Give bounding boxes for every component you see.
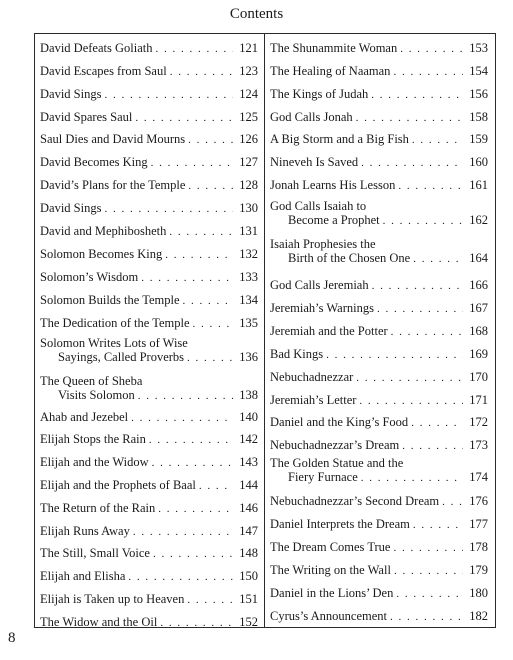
leader-dots — [135, 111, 233, 125]
entry-title: David Sings — [40, 87, 102, 101]
toc-entry — [270, 540, 488, 555]
entry-title: The Kings of Judah — [270, 87, 369, 101]
toc-entry — [270, 438, 488, 453]
leader-dots — [188, 133, 233, 147]
entry-title: David Becomes King — [40, 155, 148, 169]
entry-page-number: 169 — [469, 347, 488, 361]
leader-dots — [152, 456, 233, 470]
entry-title: The Shunammite Woman — [270, 41, 398, 55]
leader-dots — [400, 42, 463, 56]
entry-title: The Return of the Rain — [40, 501, 156, 515]
entry-title-continued: Sayings, Called Proverbs — [58, 350, 185, 364]
entry-page-number: 148 — [239, 546, 258, 560]
toc-entry — [270, 456, 488, 485]
leader-dots — [390, 610, 463, 624]
entry-page-number: 123 — [239, 64, 258, 78]
entry-page-number: 177 — [469, 517, 488, 531]
leader-dots — [393, 541, 463, 555]
entry-title-continued: Visits Solomon — [58, 388, 135, 402]
entry-page-number: 126 — [239, 132, 258, 146]
toc-entry — [270, 199, 488, 228]
entry-title: Bad Kings — [270, 347, 324, 361]
toc-entry — [270, 609, 488, 624]
leader-dots — [199, 479, 233, 493]
toc-entry — [270, 415, 488, 430]
entry-page-number: 174 — [469, 470, 488, 484]
entry-title: Solomon’s Wisdom — [40, 270, 139, 284]
leader-dots — [372, 279, 463, 293]
leader-dots — [383, 214, 463, 228]
entry-page-number: 179 — [469, 563, 488, 577]
entry-page-number: 132 — [239, 247, 258, 261]
toc-entry — [270, 155, 488, 170]
toc-entry — [40, 592, 258, 607]
entry-title: Jeremiah and the Potter — [270, 324, 388, 338]
entry-page-number: 151 — [239, 592, 258, 606]
leader-dots — [412, 133, 463, 147]
entry-title: Nebuchadnezzar’s Second Dream — [270, 494, 440, 508]
toc-entry — [40, 201, 258, 216]
entry-title: The Widow and the Oil — [40, 615, 158, 629]
toc-entry — [270, 132, 488, 147]
toc-entry — [40, 524, 258, 539]
entry-title-continued: Birth of the Chosen One — [288, 251, 411, 265]
entry-page-number: 162 — [469, 213, 488, 227]
entry-title: David Escapes from Saul — [40, 64, 167, 78]
toc-entry — [40, 132, 258, 147]
entry-page-number: 142 — [239, 432, 258, 446]
toc-entry — [40, 569, 258, 584]
leader-dots — [411, 416, 463, 430]
entry-title: Elijah and the Prophets of Baal — [40, 478, 196, 492]
entry-page-number: 159 — [469, 132, 488, 146]
toc-entry — [40, 41, 258, 56]
entry-title: Elijah and the Widow — [40, 455, 149, 469]
toc-entry — [40, 316, 258, 331]
entry-page-number: 146 — [239, 501, 258, 515]
toc-entry — [270, 301, 488, 316]
leader-dots — [361, 471, 463, 485]
entry-page-number: 138 — [239, 388, 258, 402]
toc-entry — [40, 336, 258, 365]
entry-page-number: 130 — [239, 201, 258, 215]
toc-entry — [270, 370, 488, 385]
toc-entry — [40, 478, 258, 493]
toc-entry — [40, 155, 258, 170]
leader-dots — [153, 547, 233, 561]
leader-dots — [193, 317, 233, 331]
entry-title: Isaiah Prophesies the — [270, 237, 376, 251]
toc-entry — [40, 247, 258, 262]
entry-title: The Writing on the Wall — [270, 563, 391, 577]
entry-title: The Dream Comes True — [270, 540, 391, 554]
toc-entry — [40, 270, 258, 285]
leader-dots — [356, 371, 463, 385]
entry-title: Elijah is Taken up to Heaven — [40, 592, 185, 606]
entry-page-number: 134 — [239, 293, 258, 307]
leader-dots — [396, 587, 463, 601]
leader-dots — [160, 616, 233, 630]
toc-entry — [270, 586, 488, 601]
entry-page-number: 160 — [469, 155, 488, 169]
leader-dots — [377, 302, 463, 316]
entry-title: The Golden Statue and the — [270, 456, 404, 470]
toc-entry — [40, 110, 258, 125]
leader-dots — [188, 179, 233, 193]
toc-entry — [270, 237, 488, 266]
entry-page-number: 135 — [239, 316, 258, 330]
leader-dots — [187, 351, 233, 365]
entry-page-number: 140 — [239, 410, 258, 424]
toc-entry — [40, 410, 258, 425]
leader-dots — [402, 439, 463, 453]
toc-entry — [40, 374, 258, 403]
entry-title: Elijah Runs Away — [40, 524, 130, 538]
entry-title: Nebuchadnezzar — [270, 370, 354, 384]
entry-page-number: 156 — [469, 87, 488, 101]
toc-entry — [270, 517, 488, 532]
entry-title: Elijah and Elisha — [40, 569, 126, 583]
entry-page-number: 128 — [239, 178, 258, 192]
toc-entry — [40, 455, 258, 470]
toc-entry — [270, 87, 488, 102]
entry-page-number: 136 — [239, 350, 258, 364]
leader-dots — [359, 394, 463, 408]
leader-dots — [442, 495, 463, 509]
toc-entry — [270, 347, 488, 362]
entry-title: Saul Dies and David Mourns — [40, 132, 186, 146]
entry-title: Elijah Stops the Rain — [40, 432, 146, 446]
leader-dots — [187, 593, 233, 607]
entry-page-number: 161 — [469, 178, 488, 192]
entry-page-number: 168 — [469, 324, 488, 338]
leader-dots — [413, 252, 463, 266]
entry-title: A Big Storm and a Big Fish — [270, 132, 409, 146]
toc-entry — [40, 432, 258, 447]
entry-page-number: 124 — [239, 87, 258, 101]
entry-title: Daniel in the Lions’ Den — [270, 586, 394, 600]
leader-dots — [133, 525, 233, 539]
leader-dots — [398, 179, 463, 193]
entry-title: The Still, Small Voice — [40, 546, 150, 560]
entry-page-number: 150 — [239, 569, 258, 583]
leader-dots — [413, 518, 463, 532]
entry-page-number: 170 — [469, 370, 488, 384]
toc-entry — [270, 563, 488, 578]
entry-title: Solomon Becomes King — [40, 247, 163, 261]
entry-page-number: 143 — [239, 455, 258, 469]
leader-dots — [149, 433, 233, 447]
leader-dots — [151, 156, 233, 170]
leader-dots — [155, 42, 233, 56]
leader-dots — [165, 248, 233, 262]
entry-title: Daniel and the King’s Food — [270, 415, 409, 429]
leader-dots — [371, 88, 463, 102]
entry-page-number: 144 — [239, 478, 258, 492]
column-divider — [264, 33, 265, 628]
entry-page-number: 176 — [469, 494, 488, 508]
entry-title: Cyrus’s Announcement — [270, 609, 388, 623]
entry-title: David Defeats Goliath — [40, 41, 153, 55]
entry-page-number: 131 — [239, 224, 258, 238]
entry-page-number: 178 — [469, 540, 488, 554]
entry-page-number: 125 — [239, 110, 258, 124]
entry-title: The Dedication of the Temple — [40, 316, 190, 330]
entry-title: Nineveh Is Saved — [270, 155, 359, 169]
page-number: 8 — [8, 630, 16, 646]
entry-title: Nebuchadnezzar’s Dream — [270, 438, 400, 452]
toc-entry — [270, 64, 488, 79]
leader-dots — [158, 502, 233, 516]
entry-page-number: 167 — [469, 301, 488, 315]
entry-title: Jeremiah’s Warnings — [270, 301, 374, 315]
leader-dots — [104, 88, 233, 102]
entry-title: The Healing of Naaman — [270, 64, 391, 78]
toc-entry — [270, 393, 488, 408]
entry-title: Jeremiah’s Letter — [270, 393, 357, 407]
toc-entry — [40, 64, 258, 79]
entry-page-number: 164 — [469, 251, 488, 265]
entry-title: The Queen of Sheba — [40, 374, 143, 388]
entry-title: God Calls Jonah — [270, 110, 353, 124]
leader-dots — [356, 111, 463, 125]
leader-dots — [131, 411, 233, 425]
toc-entry — [40, 224, 258, 239]
entry-title: David Spares Saul — [40, 110, 133, 124]
toc-entry — [40, 546, 258, 561]
entry-page-number: 171 — [469, 393, 488, 407]
leader-dots — [128, 570, 233, 584]
leader-dots — [183, 294, 233, 308]
entry-title: Solomon Builds the Temple — [40, 293, 180, 307]
entry-title-continued: Become a Prophet — [288, 213, 380, 227]
entry-page-number: 173 — [469, 438, 488, 452]
leader-dots — [393, 65, 463, 79]
entry-title: Daniel Interprets the Dream — [270, 517, 410, 531]
entry-title: Ahab and Jezebel — [40, 410, 129, 424]
entry-title-continued: Fiery Furnace — [288, 470, 358, 484]
entry-title: God Calls Isaiah to — [270, 199, 367, 213]
entry-page-number: 152 — [239, 615, 258, 629]
leader-dots — [394, 564, 463, 578]
leader-dots — [326, 348, 463, 362]
toc-entry — [270, 494, 488, 509]
entry-title: God Calls Jeremiah — [270, 278, 369, 292]
entry-page-number: 172 — [469, 415, 488, 429]
toc-entry — [40, 501, 258, 516]
toc-entry — [270, 178, 488, 193]
entry-page-number: 153 — [469, 41, 488, 55]
toc-entry — [270, 278, 488, 293]
toc-entry — [40, 293, 258, 308]
toc-entry — [270, 324, 488, 339]
entry-page-number: 166 — [469, 278, 488, 292]
leader-dots — [104, 202, 233, 216]
entry-page-number: 182 — [469, 609, 488, 623]
entry-page-number: 133 — [239, 270, 258, 284]
toc-entry — [270, 110, 488, 125]
entry-page-number: 127 — [239, 155, 258, 169]
entry-page-number: 147 — [239, 524, 258, 538]
page-title: Contents — [229, 6, 284, 22]
entry-page-number: 154 — [469, 64, 488, 78]
leader-dots — [361, 156, 463, 170]
leader-dots — [391, 325, 463, 339]
leader-dots — [170, 65, 233, 79]
toc-entry — [40, 87, 258, 102]
toc-entry — [40, 178, 258, 193]
leader-dots — [141, 271, 233, 285]
entry-title: David’s Plans for the Temple — [40, 178, 186, 192]
leader-dots — [169, 225, 233, 239]
entry-page-number: 158 — [469, 110, 488, 124]
entry-page-number: 121 — [239, 41, 258, 55]
entry-title: David Sings — [40, 201, 102, 215]
leader-dots — [138, 389, 233, 403]
entry-title: David and Mephibosheth — [40, 224, 167, 238]
entry-title: Jonah Learns His Lesson — [270, 178, 396, 192]
entry-page-number: 180 — [469, 586, 488, 600]
toc-entry — [270, 41, 488, 56]
toc-entry — [40, 615, 258, 630]
entry-title: Solomon Writes Lots of Wise — [40, 336, 188, 350]
